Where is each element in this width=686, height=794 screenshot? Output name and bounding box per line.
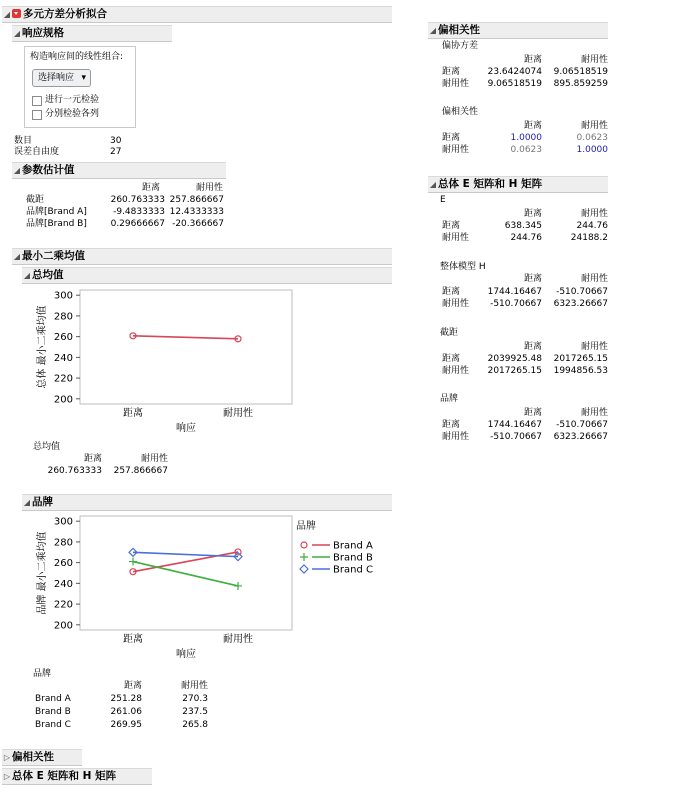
brand-value: 270.3 <box>182 694 208 704</box>
x-tick-label: 耐用性 <box>223 634 253 645</box>
h-model-block-title: 整体模型 H <box>440 262 486 272</box>
select-response-label: 选择响应 <box>38 73 75 83</box>
disclosure-open-icon[interactable]: ◢ <box>13 252 21 261</box>
legend-entry: Brand C <box>333 564 373 576</box>
param-col-header: 耐用性 <box>195 183 223 193</box>
intercept-value: 2017265.15 <box>487 366 542 376</box>
h-value: 6323.26667 <box>553 299 608 309</box>
brand-h-row-label: 距离 <box>442 420 461 430</box>
partial-cov-title: 偏协方差 <box>442 41 479 51</box>
brand-h-value: -510.70667 <box>556 420 608 430</box>
eh-matrix-header[interactable] <box>428 176 608 193</box>
lsmeans-header[interactable] <box>12 248 392 265</box>
disclosure-open-icon[interactable]: ◢ <box>13 166 21 175</box>
brand-value: 261.06 <box>110 707 142 717</box>
disclosure-open-icon[interactable]: ◢ <box>429 26 437 35</box>
legend-marker <box>300 565 308 573</box>
e-value: 244.76 <box>510 233 542 243</box>
cov-row-label: 耐用性 <box>442 79 470 89</box>
overall-col-header: 距离 <box>83 454 102 464</box>
overall-means-title: 总均值 <box>32 269 64 281</box>
overall-value: 260.763333 <box>47 466 102 476</box>
legend-marker <box>301 542 307 548</box>
corr-col-header: 耐用性 <box>580 121 608 131</box>
legend-marker <box>300 553 308 561</box>
y-tick-label: 220 <box>53 599 73 611</box>
brand-h-col-header: 耐用性 <box>580 408 608 418</box>
x-tick-label: 耐用性 <box>223 408 253 419</box>
e-col-header: 距离 <box>523 209 542 219</box>
brand-value: 237.5 <box>182 707 208 717</box>
h-value: 1744.16467 <box>487 287 542 297</box>
corr-value: 1.0000 <box>576 145 608 155</box>
cov-value: 9.06518519 <box>487 79 542 89</box>
select-response-button[interactable] <box>32 69 91 87</box>
brand-col-header: 距离 <box>123 681 142 691</box>
legend-entry: Brand A <box>333 540 373 552</box>
partial-corr-header[interactable] <box>428 22 608 39</box>
main-report-title: 多元方差分析拟合 <box>23 8 107 20</box>
overall-means-chart <box>28 285 298 435</box>
disclosure-open-icon[interactable]: ◢ <box>429 180 437 189</box>
intercept-row-label: 距离 <box>442 354 461 364</box>
overall-table-title: 总均值 <box>33 442 61 452</box>
intercept-block-title: 截距 <box>440 328 459 338</box>
legend-title: 品牌 <box>296 521 316 532</box>
brand-row-label: Brand B <box>35 707 71 717</box>
e-value: 244.76 <box>576 221 608 231</box>
cov-value: 9.06518519 <box>553 67 608 77</box>
brand-col-header: 耐用性 <box>180 681 208 691</box>
y-tick-label: 240 <box>53 352 73 364</box>
param-value: 12.4333333 <box>169 207 224 217</box>
e-value: 24188.2 <box>570 233 608 243</box>
intercept-col-header: 耐用性 <box>580 342 608 352</box>
y-tick-label: 280 <box>53 311 73 323</box>
brand-h-row-label: 耐用性 <box>442 432 470 442</box>
partial-corr-collapsed-title: 偏相关性 <box>12 751 54 763</box>
corr-row-label: 距离 <box>442 133 461 143</box>
univariate-test-checkbox[interactable] <box>32 96 42 106</box>
partial-corr-subtitle: 偏相关性 <box>442 107 479 117</box>
h-value: -510.70667 <box>490 299 542 309</box>
df-value: 27 <box>110 147 122 157</box>
intercept-col-header: 距离 <box>523 342 542 352</box>
brand-means-chart <box>28 511 388 663</box>
overall-xlabel: 响应 <box>176 423 196 434</box>
disclosure-open-icon[interactable]: ◢ <box>3 10 11 19</box>
param-value: -20.366667 <box>172 219 224 229</box>
brand-h-value: -510.70667 <box>490 432 542 442</box>
response-spec-header[interactable] <box>12 25 172 42</box>
eh-matrix-title: 总体 E 矩阵和 H 矩阵 <box>438 178 543 190</box>
y-tick-label: 260 <box>53 332 73 344</box>
df-label: 误差自由度 <box>14 147 60 157</box>
corr-col-header: 距离 <box>523 121 542 131</box>
cov-value: 895.859259 <box>553 79 608 89</box>
response-spec-panel <box>24 46 136 128</box>
param-value: 257.866667 <box>169 195 224 205</box>
h-value: -510.70667 <box>556 287 608 297</box>
brand-value: 265.8 <box>182 720 208 730</box>
y-tick-label: 220 <box>53 373 73 385</box>
disclosure-closed-icon[interactable]: ▷ <box>3 772 11 781</box>
each-column-test-checkbox[interactable] <box>32 110 42 120</box>
disclosure-closed-icon[interactable]: ▷ <box>3 753 11 762</box>
h-col-header: 耐用性 <box>580 274 608 284</box>
disclosure-open-icon[interactable]: ◢ <box>23 498 31 507</box>
param-row-label: 截距 <box>26 195 45 205</box>
y-tick-label: 200 <box>53 620 73 632</box>
intercept-value: 2017265.15 <box>553 354 608 364</box>
param-col-header: 距离 <box>141 183 160 193</box>
construct-label: 构造响应间的线性组合: <box>30 52 124 62</box>
cov-col-header: 距离 <box>523 55 542 65</box>
param-value: 260.763333 <box>110 195 165 205</box>
brand-header[interactable] <box>22 494 392 511</box>
disclosure-open-icon[interactable]: ◢ <box>13 29 21 38</box>
e-value: 638.345 <box>504 221 542 231</box>
y-tick-label: 240 <box>53 578 73 590</box>
y-tick-label: 300 <box>53 290 73 302</box>
brand-row-label: Brand A <box>35 694 71 704</box>
e-row-label: 耐用性 <box>442 233 470 243</box>
brand-h-value: 6323.26667 <box>553 432 608 442</box>
overall-means-header[interactable] <box>22 267 392 284</box>
brand-title: 品牌 <box>32 496 53 508</box>
brand-value: 269.95 <box>110 720 142 730</box>
y-tick-label: 200 <box>53 394 73 406</box>
e-row-label: 距离 <box>442 221 461 231</box>
overall-value: 257.866667 <box>113 466 168 476</box>
eh-matrix-collapsed-header[interactable] <box>2 768 152 785</box>
brand-table-title: 品牌 <box>33 669 52 679</box>
partial-corr-title: 偏相关性 <box>438 24 480 36</box>
intercept-row-label: 耐用性 <box>442 366 470 376</box>
partial-corr-collapsed-header[interactable] <box>2 749 82 766</box>
y-tick-label: 280 <box>53 537 73 549</box>
overall-col-header: 耐用性 <box>140 454 168 464</box>
n-label: 数目 <box>14 136 33 146</box>
y-tick-label: 260 <box>53 558 73 570</box>
param-estimates-title: 参数估计值 <box>22 164 75 176</box>
intercept-value: 2039925.48 <box>487 354 542 364</box>
x-tick-label: 距离 <box>123 634 143 645</box>
param-value: 0.29666667 <box>110 219 165 229</box>
param-row-label: 品牌[Brand B] <box>26 219 87 229</box>
n-value: 30 <box>110 136 122 146</box>
brand-ylabel: 品牌 最小二乘均值 <box>37 531 48 615</box>
each-column-test-label: 分别检验各列 <box>45 109 100 119</box>
brand-h-value: 1744.16467 <box>487 420 542 430</box>
response-spec-title: 响应规格 <box>22 27 64 39</box>
y-tick-label: 300 <box>53 516 73 528</box>
disclosure-open-icon[interactable]: ◢ <box>23 271 31 280</box>
corr-value: 1.0000 <box>510 133 542 143</box>
univariate-test-label: 进行一元检验 <box>45 95 100 105</box>
brand-value: 251.28 <box>110 694 142 704</box>
brand-row-label: Brand C <box>35 720 71 730</box>
cov-row-label: 距离 <box>442 67 461 77</box>
brand-h-col-header: 距离 <box>523 408 542 418</box>
main-report-header[interactable] <box>2 6 392 23</box>
lsmeans-title: 最小二乘均值 <box>22 250 85 262</box>
h-col-header: 距离 <box>523 274 542 284</box>
overall-ylabel: 总体 最小二乘均值 <box>37 305 48 389</box>
dropdown-arrow-icon: ▾ <box>81 73 86 83</box>
cov-value: 23.6424074 <box>487 67 542 77</box>
e-block-title: E <box>440 195 446 205</box>
param-row-label: 品牌[Brand A] <box>26 207 87 217</box>
red-triangle-menu-icon[interactable] <box>12 9 21 18</box>
e-col-header: 耐用性 <box>580 209 608 219</box>
param-value: -9.4833333 <box>113 207 165 217</box>
intercept-value: 1994856.53 <box>553 366 608 376</box>
h-row-label: 耐用性 <box>442 299 470 309</box>
cov-col-header: 耐用性 <box>580 55 608 65</box>
corr-value: 0.0623 <box>576 133 608 143</box>
brand-xlabel: 响应 <box>176 649 196 660</box>
h-row-label: 距离 <box>442 287 461 297</box>
corr-row-label: 耐用性 <box>442 145 470 155</box>
corr-value: 0.0623 <box>510 145 542 155</box>
brand-h-block-title: 品牌 <box>440 394 459 404</box>
param-estimates-header[interactable] <box>12 162 226 179</box>
legend-entry: Brand B <box>333 552 373 564</box>
eh-matrix-collapsed-title: 总体 E 矩阵和 H 矩阵 <box>12 770 117 782</box>
x-tick-label: 距离 <box>123 408 143 419</box>
